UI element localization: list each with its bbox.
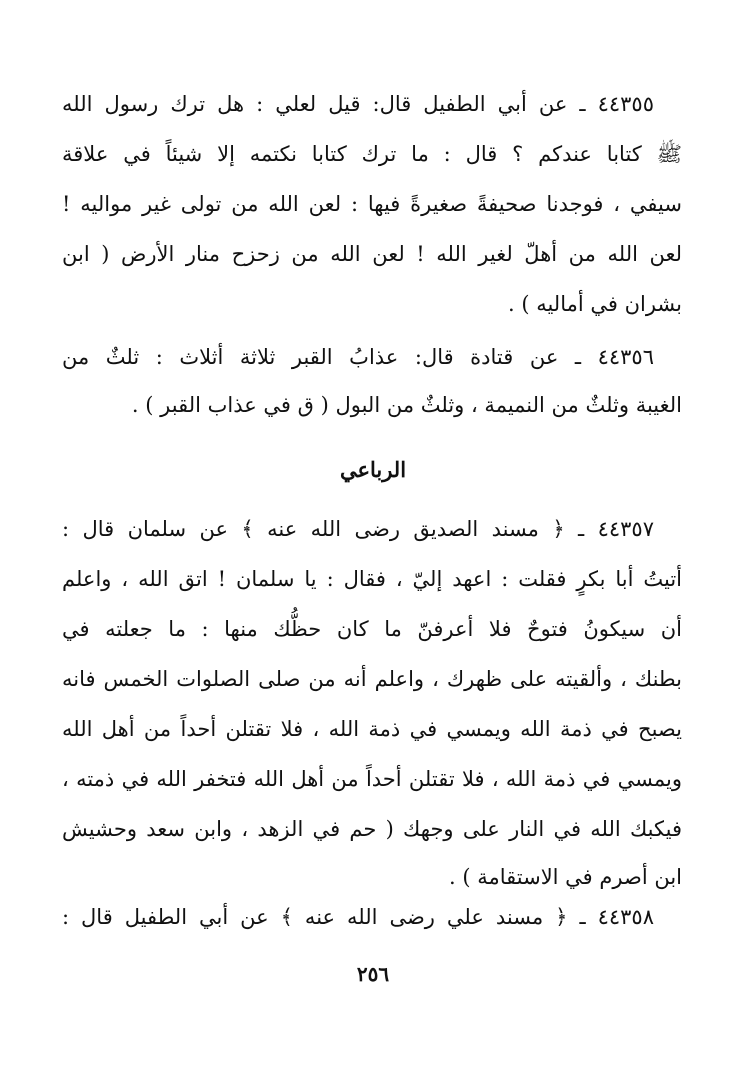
hadith-44358-line-1: ٤٤٣٥٨ ـ ﴿ مسند علي رضى الله عنه ﴾ عن أبي الطفيل قال : — [62, 905, 654, 929]
hadith-44356-line-2: الغيبة وثلثٌ من النميمة ، وثلثٌ من البول ( ق في عذاب القبر ) . — [131, 393, 682, 417]
hadith-44357-line-8: ابن أصرم في الاستقامة ) . — [449, 865, 682, 889]
hadith-44355-line-5: بشران في أماليه ) . — [507, 292, 682, 316]
hadith-44357-line-5: يصبح في ذمة الله ويمسي في ذمة الله ، فلا تقتلن أحداً من أهل الله — [62, 717, 682, 741]
hadith-44357-line-1: ٤٤٣٥٧ ـ ﴿ مسند الصديق رضى الله عنه ﴾ عن سلمان قال : — [62, 517, 654, 541]
hadith-44356-line-1: ٤٤٣٥٦ ـ عن قتادة قال: عذابُ القبر ثلاثة أثلاث : ثلثٌ من — [62, 345, 654, 369]
hadith-44355-line-4: لعن الله من أهلّ لغير الله ! لعن الله من زحزح منار الأرض ( ابن — [62, 242, 682, 266]
hadith-44355-line-3: سيفي ، فوجدنا صحيفةً صغيرةً فيها : لعن الله من تولى غير مواليه ! — [62, 192, 682, 216]
hadith-44357-line-6: ويمسي في ذمة الله ، فلا تقتلن أحداً من أهل الله فتخفر الله في ذمته ، — [62, 767, 682, 791]
hadith-44357-line-2: أتيتُ أبا بكرٍ فقلت : اعهد إليّ ، فقال : يا سلمان ! اتق الله ، واعلم — [62, 567, 682, 591]
page-number: ٢٥٦ — [356, 962, 390, 986]
hadith-44355-line-2: ﷺ كتابا عندكم ؟ قال : ما ترك كتابا نكتمه إلا شيئاً في علاقة — [62, 142, 682, 166]
section-title: الرباعي — [339, 457, 407, 482]
hadith-44357-line-4: بطنك ، وألقيته على ظهرك ، واعلم أنه من صلى الصلوات الخمس فانه — [62, 667, 682, 691]
hadith-44357-line-7: فيكبك الله في النار على وجهك ( حم في الزهد ، وابن سعد وحشيش — [62, 817, 682, 841]
hadith-44357-line-3: أن سيكونُ فتوحٌ فلا أعرفنّ ما كان حظُّك منها : ما جعلته في — [62, 617, 682, 641]
hadith-44355-line-1: ٤٤٣٥٥ ـ عن أبي الطفيل قال: قيل لعلي : هل ترك رسول الله — [62, 92, 654, 116]
